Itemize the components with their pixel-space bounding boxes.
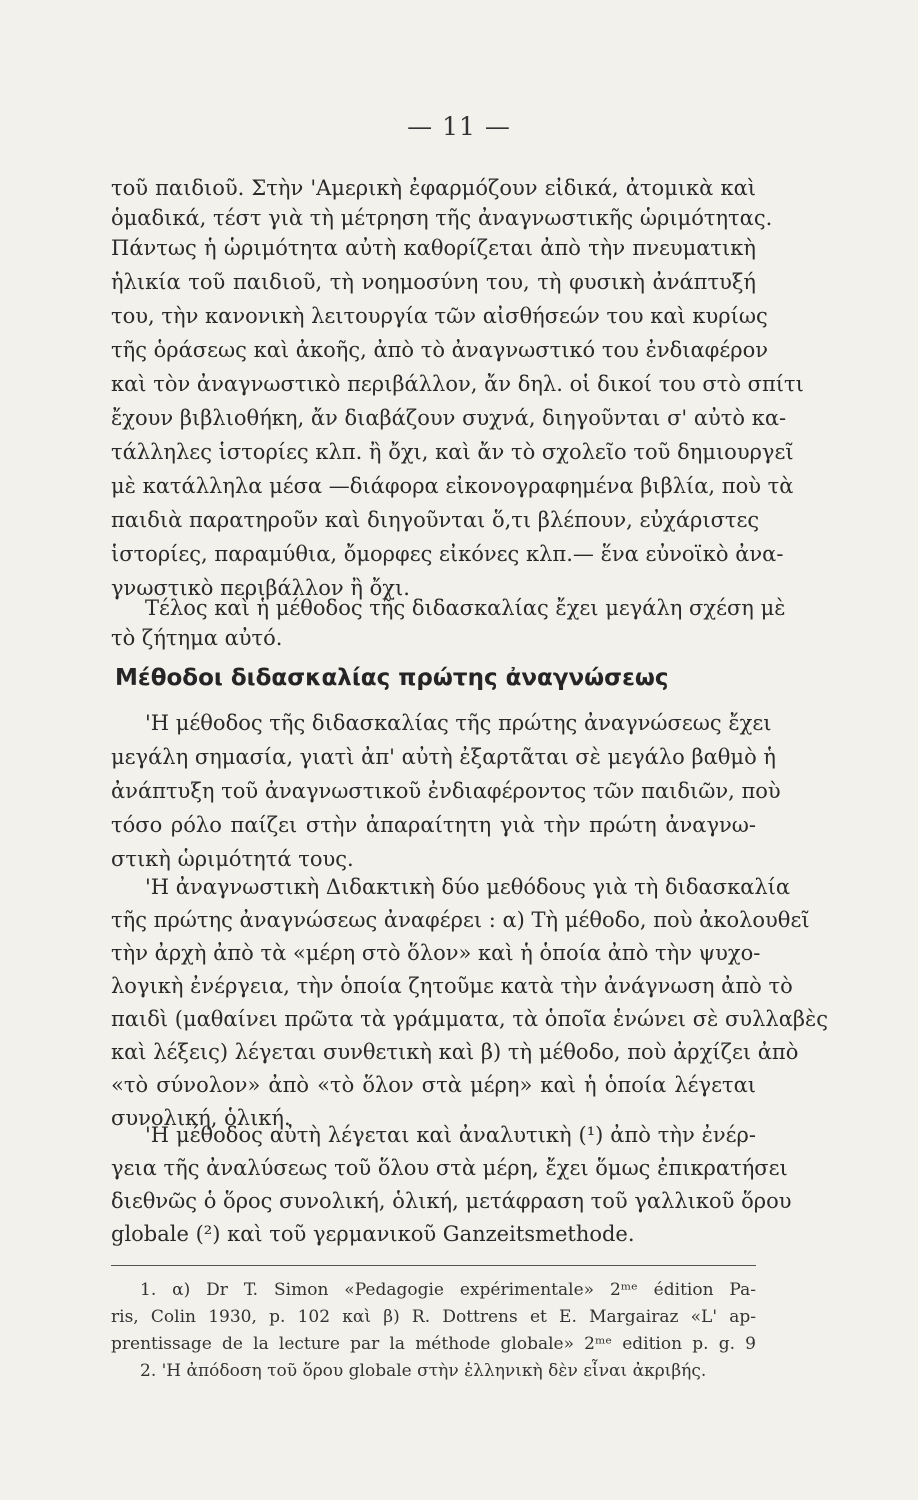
text-line: ἔχουν βιβλιοθήκη, ἄν διαβάζουν συχνά, διηγοῦνται σ' αὐτὸ κα- [111, 406, 787, 430]
page-number: — 11 — [407, 112, 511, 141]
text-line: 'Η μέθοδος αὐτὴ λέγεται καὶ ἀναλυτικὴ (¹) ἀπὸ τὴν ἐνέρ- [145, 1123, 756, 1147]
text-line: μεγάλη σημασία, γιατὶ ἀπ' αὐτὴ ἐξαρτᾶται σὲ μεγάλο βαθμὸ ἡ [111, 745, 776, 769]
text-line: διεθνῶς ὁ ὅρος συνολική, ὁλική, μετάφραση τοῦ γαλλικοῦ ὅρου [111, 1189, 792, 1213]
text-line: μὲ κατάλληλα μέσα —διάφορα εἰκονογραφημένα βιβλία, ποὺ τὰ [111, 474, 794, 498]
footnote-line: ris, Colin 1930, p. 102 καὶ β) R. Dottrens et E. Margairaz «L' ap- [111, 1307, 756, 1327]
text-line: ὁμαδικά, τέστ γιὰ τὴ μέτρηση τῆς ἀναγνωστικῆς ὡριμότητας. [111, 206, 773, 230]
text-line: ἡλικία τοῦ παιδιοῦ, τὴ νοημοσύνη του, τὴ φυσικὴ ἀνάπτυξή [111, 270, 756, 294]
text-line: τῆς ὁράσεως καὶ ἀκοῆς, ἀπὸ τὸ ἀναγνωστικό του ἐνδιαφέρον [111, 338, 769, 362]
text-line: ἀνάπτυξη τοῦ ἀναγνωστικοῦ ἐνδιαφέροντος τῶν παιδιῶν, ποὺ [111, 779, 781, 803]
text-line: Τέλος καὶ ἡ μέθοδος τῆς διδασκαλίας ἔχει μεγάλη σχέση μὲ [145, 596, 786, 620]
text-line: στικὴ ὡριμότητά τους. [111, 847, 354, 871]
text-line: τοῦ παιδιοῦ. Στὴν 'Αμερικὴ ἐφαρμόζουν εἰδικά, ἀτομικὰ καὶ [111, 176, 756, 200]
footnote-line: prentissage de la lecture par la méthode globale» 2ᵐᵉ edition p. g. 9 [111, 1334, 756, 1354]
text-line: τὸ ζήτημα αὐτό. [111, 626, 283, 650]
section-heading: Μέθοδοι διδασκαλίας πρώτης ἀναγνώσεως [115, 665, 669, 691]
text-line: λογικὴ ἐνέργεια, τὴν ὁποία ζητοῦμε κατὰ τὴν ἀνάγνωση ἀπὸ τὸ [111, 974, 793, 998]
text-line: globale (²) καὶ τοῦ γερμανικοῦ Ganzeitsmethode. [111, 1222, 635, 1246]
text-line: 'Η ἀναγνωστικὴ Διδακτικὴ δύο μεθόδους γιὰ τὴ διδασκαλία [145, 875, 791, 899]
footnote-line: 2. 'Η ἀπόδοση τοῦ ὅρου globale στὴν ἑλληνικὴ δὲν εἶναι ἀκριβής. [140, 1361, 707, 1381]
text-line: τῆς πρώτης ἀναγνώσεως ἀναφέρει : α) Τὴ μέθοδο, ποὺ ἀκολουθεῖ [111, 908, 810, 932]
text-line: γεια τῆς ἀναλύσεως τοῦ ὅλου στὰ μέρη, ἔχει ὅμως ἐπικρατήσει [111, 1156, 788, 1180]
text-line: τόσο ρόλο παίζει στὴν ἀπαραίτητη γιὰ τὴν πρώτη ἀναγνω- [111, 813, 756, 837]
text-line: τὴν ἀρχὴ ἀπὸ τὰ «μέρη στὸ ὅλον» καὶ ἡ ὁποία ἀπὸ τὴν ψυχο- [111, 941, 761, 965]
text-line: του, τὴν κανονικὴ λειτουργία τῶν αἰσθήσεών του καὶ κυρίως [111, 304, 768, 328]
text-line: 'Η μέθοδος τῆς διδασκαλίας τῆς πρώτης ἀναγνώσεως ἔχει [145, 711, 772, 735]
text-line: τάλληλες ἱστορίες κλπ. ἢ ὄχι, καὶ ἄν τὸ σχολεῖο τοῦ δημιουργεῖ [111, 440, 794, 464]
footnote-divider [111, 1265, 756, 1266]
text-line: Πάντως ἡ ὡριμότητα αὐτὴ καθορίζεται ἀπὸ τὴν πνευματικὴ [111, 236, 756, 260]
text-line: παιδιὰ παρατηροῦν καὶ διηγοῦνται ὅ,τι βλέπουν, εὐχάριστες [111, 508, 760, 532]
text-line: «τὸ σύνολον» ἀπὸ «τὸ ὅλον στὰ μέρη» καὶ ἡ ὁποία λέγεται [111, 1073, 756, 1097]
text-line: παιδὶ (μαθαίνει πρῶτα τὰ γράμματα, τὰ ὁποῖα ἑνώνει σὲ συλλαβὲς [111, 1007, 829, 1031]
footnote-line: 1. α) Dr T. Simon «Pedagogie expérimentale» 2ᵐᵉ édition Pa- [140, 1280, 756, 1300]
text-line: συνολική, ὁλική. [111, 1106, 291, 1130]
text-line: καὶ λέξεις) λέγεται συνθετικὴ καὶ β) τὴ μέθοδο, ποὺ ἀρχίζει ἀπὸ [111, 1040, 799, 1064]
text-line: ἱστορίες, παραμύθια, ὄμορφες εἰκόνες κλπ.— ἕνα εὐνοϊκὸ ἀνα- [111, 542, 784, 566]
text-line: καὶ τὸν ἀναγνωστικὸ περιβάλλον, ἄν δηλ. οἱ δικοί του στὸ σπίτι [111, 372, 804, 396]
text-line: γνωστικὸ περιβάλλον ἢ ὄχι. [111, 576, 410, 600]
